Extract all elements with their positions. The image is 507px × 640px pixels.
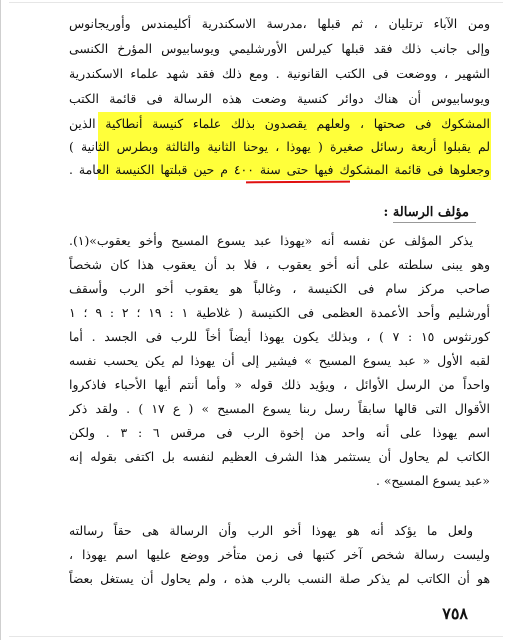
heading-underline	[393, 222, 476, 223]
text-line: لقبه الأول « عبد يسوع المسيح » فيشير إلى أن يهوذا لم يكن يحسب نفسه	[69, 353, 490, 368]
text-line: يذكر المؤلف عن نفسه أنه «يهوذا عبد يسوع المسيح وأخو يعقوب»(١).	[69, 233, 473, 248]
section-heading: مؤلف الرسالة :	[383, 205, 469, 220]
text-line: ويوسابيوس أن هناك دوائر كنسية وضعت هذه الرسالة فى قائمة الكتب	[69, 91, 490, 106]
text-line: وليست رسالة شخص آخر كتبها فى زمن متأخر ووضع عليها اسم يهوذا ،	[69, 547, 490, 562]
text-line: هو أن الكاتب لم يذكر صلة النسب بالرب هذه ، ولم يحاول أن يستغل بعضاً	[69, 571, 490, 586]
text-line: كورنثوس ١٥ : ٧ ) ، وبذلك يكون يهوذا أيضاً أخاً للرب فى الجسد . أما	[69, 329, 490, 344]
text-line: صاحب مركز سام فى الكنيسة ، وغالباً هو يعقوب أخو الرب وأسقف	[69, 281, 490, 296]
text-line: الكاتب لم يحاول أن يستثمر هذا الشرف العظيم لنفسه بل اكتفى بقوله إنه	[69, 449, 490, 464]
text-line highlighted-line: لم يقبلوا أربعة رسائل صغيرة ( يهوذا ، يوحنا الثانية والثالثة وبطرس الثانية )	[69, 139, 490, 154]
text-line: الأقوال التى قالها سابقاً رسل ربنا يسوع المسيح » ( ع ١٧ ) . ولقد ذكر	[69, 401, 490, 416]
text-line highlighted-line: المشكوك فى صحتها ، ولعلهم يقصدون بذلك علماء كنيسة أنطاكية الذين	[69, 116, 490, 131]
text-line: أورشليم وأحد الأعمدة العظمى فى الكنيسة ( غلاطية ١ : ١٩ ؛ ٢ : ٩ ؛ ١	[69, 305, 490, 320]
page-bottom-border	[9, 636, 503, 637]
text-line: واحداً من الرسل الأوائل ، ويؤيد ذلك قوله « وأما أنتم أيها الأحباء فاذكروا	[69, 377, 490, 392]
text-line highlighted-line: وجعلوها فى قائمة المشكوك فيها حتى سنة ٤٠٠ م حين قبلتها الكنيسة العامة .	[69, 162, 490, 177]
text-line: وإلى جانب ذلك فقد قبلها كيرلس الأورشليمي ويوسابيوس المؤرخ الكنسى	[69, 41, 490, 56]
text-line: ولعل ما يؤكد أنه هو يهوذا أخو الرب وأن الرسالة هى حقاً رسالته	[69, 523, 473, 538]
page-number: ٧٥٨	[442, 604, 468, 623]
text-line: «عبد يسوع المسيح» .	[375, 473, 490, 488]
text-line: ومن الآباء ترتليان ، ثم قبلها ،مدرسة الاسكندرية أكليمندس وأوريجانوس	[69, 16, 490, 31]
text-line: اسم يهوذا على أنه واحد من إخوة الرب فى مرقس ٦ : ٣ . ولكن	[69, 425, 490, 440]
text-line: وهو يبنى سلطته على أنه أخو يعقوب ، فلا بد أن يعقوب هذا كان شخصاً	[69, 257, 490, 272]
text-line: الشهير ، ووضعت فى الكتب القانونية . ومع ذلك فقد شهد علماء الاسكندرية	[69, 66, 490, 81]
page-text	[1, 0, 507, 640]
